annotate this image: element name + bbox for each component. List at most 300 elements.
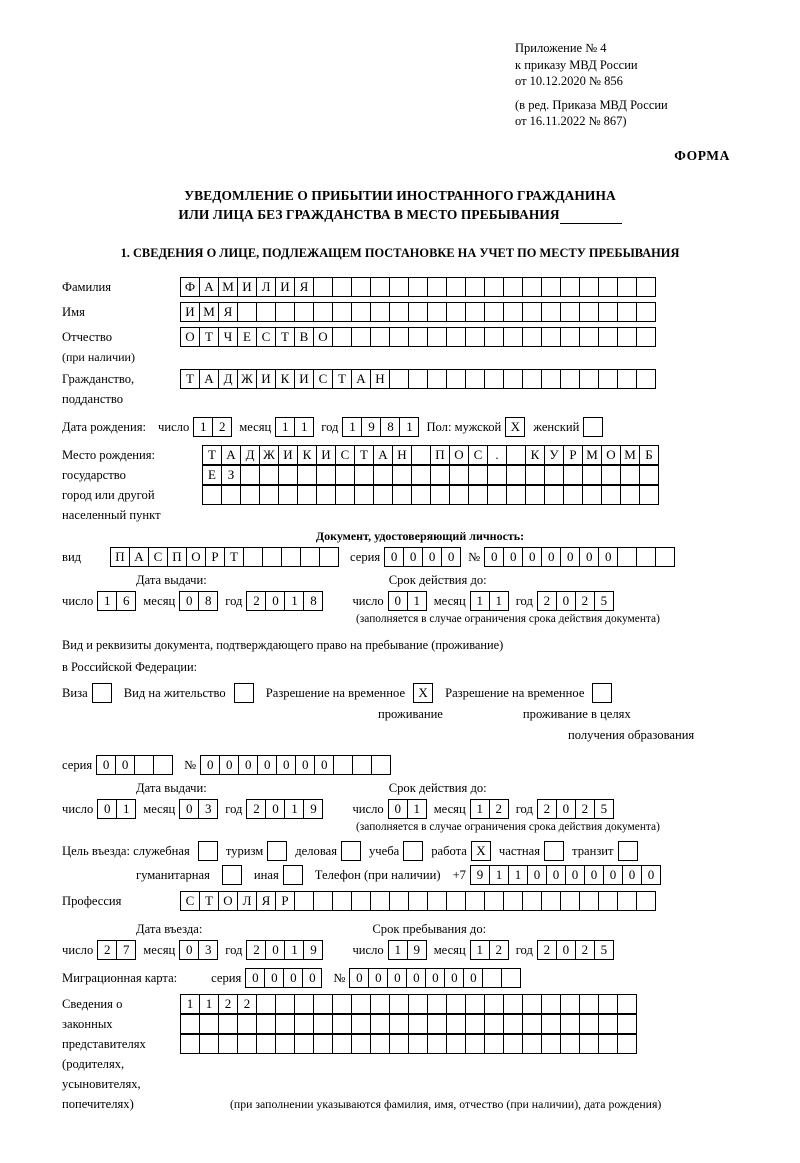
cell[interactable] (484, 891, 504, 911)
cell[interactable]: О (218, 891, 238, 911)
cell[interactable] (598, 369, 618, 389)
cell[interactable] (237, 302, 257, 322)
cell[interactable]: 0 (97, 799, 117, 819)
cell[interactable] (259, 485, 279, 505)
stay-day-boxes[interactable] (388, 940, 426, 960)
cell[interactable] (636, 302, 656, 322)
cell[interactable] (484, 369, 504, 389)
cell[interactable] (544, 485, 564, 505)
cell[interactable] (370, 1014, 390, 1034)
name-boxes[interactable] (180, 302, 655, 322)
cell[interactable] (465, 277, 485, 297)
cell[interactable] (408, 891, 428, 911)
cell[interactable] (316, 465, 336, 485)
cell[interactable] (351, 891, 371, 911)
cell[interactable]: У (544, 445, 564, 465)
cell[interactable] (313, 1014, 333, 1034)
cell[interactable] (259, 465, 279, 485)
cell[interactable] (332, 994, 352, 1014)
cell[interactable]: 0 (422, 547, 442, 567)
cell[interactable]: Ж (259, 445, 279, 465)
permit-valid-day-boxes[interactable] (388, 799, 426, 819)
cell[interactable] (275, 994, 295, 1014)
cell[interactable] (389, 302, 409, 322)
cell[interactable] (218, 1014, 238, 1034)
cell[interactable] (655, 547, 675, 567)
cell[interactable] (319, 547, 339, 567)
cell[interactable] (411, 445, 431, 465)
cell[interactable] (563, 485, 583, 505)
cell[interactable] (313, 1034, 333, 1054)
cell[interactable]: 1 (407, 591, 427, 611)
cell[interactable] (313, 277, 333, 297)
cell[interactable] (503, 994, 523, 1014)
cell[interactable]: Е (237, 327, 257, 347)
cell[interactable] (484, 302, 504, 322)
cell[interactable] (522, 369, 542, 389)
migration-series-boxes[interactable] (245, 968, 321, 988)
cell[interactable] (297, 465, 317, 485)
cell[interactable] (487, 465, 507, 485)
permit-valid-year-boxes[interactable] (537, 799, 613, 819)
doc-valid-month-boxes[interactable] (470, 591, 508, 611)
cell[interactable] (484, 277, 504, 297)
cell[interactable]: 0 (598, 547, 618, 567)
cell[interactable]: 0 (265, 799, 285, 819)
cell[interactable]: 1 (342, 417, 362, 437)
cell[interactable]: Я (294, 277, 314, 297)
cell[interactable]: Р (205, 547, 225, 567)
cell[interactable] (468, 465, 488, 485)
cell[interactable] (351, 327, 371, 347)
doc-valid-year-boxes[interactable] (537, 591, 613, 611)
cell[interactable]: 2 (212, 417, 232, 437)
citizenship-boxes[interactable] (180, 369, 655, 389)
cell[interactable] (482, 968, 502, 988)
cell[interactable]: О (186, 547, 206, 567)
cell[interactable] (294, 994, 314, 1014)
cell[interactable] (541, 1014, 561, 1034)
cell[interactable] (275, 1014, 295, 1034)
cell[interactable] (522, 1014, 542, 1034)
cell[interactable] (560, 891, 580, 911)
cell[interactable] (240, 465, 260, 485)
cell[interactable]: 0 (384, 547, 404, 567)
cell[interactable]: 2 (489, 799, 509, 819)
cell[interactable] (579, 994, 599, 1014)
birthplace-boxes-row1[interactable] (202, 445, 658, 465)
cell[interactable] (636, 369, 656, 389)
cell[interactable] (335, 485, 355, 505)
cell[interactable] (408, 327, 428, 347)
stay-month-boxes[interactable] (470, 940, 508, 960)
cell[interactable] (389, 369, 409, 389)
cell[interactable] (579, 327, 599, 347)
cell[interactable] (351, 277, 371, 297)
cell[interactable]: 0 (388, 591, 408, 611)
cell[interactable] (389, 1014, 409, 1034)
cell[interactable]: 0 (200, 755, 220, 775)
cell[interactable] (237, 1014, 257, 1034)
cell[interactable] (617, 302, 637, 322)
cell[interactable] (525, 485, 545, 505)
cell[interactable] (503, 1034, 523, 1054)
purpose-tourism-checkbox[interactable] (267, 841, 287, 861)
cell[interactable] (465, 327, 485, 347)
cell[interactable]: И (275, 277, 295, 297)
cell[interactable]: 0 (295, 755, 315, 775)
cell[interactable] (465, 1034, 485, 1054)
cell[interactable] (544, 465, 564, 485)
cell[interactable]: П (110, 547, 130, 567)
cell[interactable]: 1 (508, 865, 528, 885)
cell[interactable]: 0 (283, 968, 303, 988)
cell[interactable]: 0 (179, 940, 199, 960)
cell[interactable] (333, 755, 353, 775)
cell[interactable]: 9 (303, 799, 323, 819)
cell[interactable]: 0 (264, 968, 284, 988)
cell[interactable]: 9 (407, 940, 427, 960)
cell[interactable]: 1 (284, 799, 304, 819)
residence-permit-checkbox[interactable] (234, 683, 254, 703)
cell[interactable]: Д (240, 445, 260, 465)
birthplace-boxes-row2[interactable] (202, 465, 658, 485)
cell[interactable] (332, 277, 352, 297)
cell[interactable] (560, 302, 580, 322)
cell[interactable] (560, 994, 580, 1014)
cell[interactable]: З (221, 465, 241, 485)
cell[interactable] (278, 465, 298, 485)
cell[interactable] (560, 327, 580, 347)
cell[interactable]: 2 (237, 994, 257, 1014)
cell[interactable] (525, 465, 545, 485)
doc-number-boxes[interactable] (484, 547, 674, 567)
cell[interactable] (636, 327, 656, 347)
cell[interactable] (389, 994, 409, 1014)
cell[interactable]: И (180, 302, 200, 322)
cell[interactable] (601, 465, 621, 485)
cell[interactable]: С (148, 547, 168, 567)
cell[interactable] (408, 994, 428, 1014)
cell[interactable] (560, 1034, 580, 1054)
cell[interactable] (449, 485, 469, 505)
cell[interactable] (389, 1034, 409, 1054)
cell[interactable]: 0 (441, 547, 461, 567)
cell[interactable]: 0 (115, 755, 135, 775)
doc-issue-month-boxes[interactable] (179, 591, 217, 611)
entry-month-boxes[interactable] (179, 940, 217, 960)
cell[interactable] (427, 1034, 447, 1054)
cell[interactable] (617, 369, 637, 389)
cell[interactable] (617, 1034, 637, 1054)
cell[interactable] (408, 302, 428, 322)
cell[interactable]: 8 (198, 591, 218, 611)
birth-month-boxes[interactable] (275, 417, 313, 437)
cell[interactable] (541, 994, 561, 1014)
cell[interactable]: 3 (198, 799, 218, 819)
cell[interactable]: Ч (218, 327, 238, 347)
cell[interactable] (484, 994, 504, 1014)
cell[interactable] (620, 465, 640, 485)
cell[interactable]: 0 (425, 968, 445, 988)
cell[interactable] (465, 369, 485, 389)
cell[interactable] (352, 755, 372, 775)
cell[interactable] (371, 755, 391, 775)
cell[interactable]: Т (199, 327, 219, 347)
cell[interactable] (598, 1034, 618, 1054)
cell[interactable] (503, 327, 523, 347)
cell[interactable] (617, 994, 637, 1014)
entry-day-boxes[interactable] (97, 940, 135, 960)
cell[interactable]: О (313, 327, 333, 347)
cell[interactable]: А (129, 547, 149, 567)
cell[interactable]: . (487, 445, 507, 465)
cell[interactable] (221, 485, 241, 505)
cell[interactable]: К (297, 445, 317, 465)
cell[interactable] (294, 891, 314, 911)
cell[interactable] (579, 369, 599, 389)
cell[interactable]: И (278, 445, 298, 465)
cell[interactable] (446, 1014, 466, 1034)
cell[interactable] (484, 1014, 504, 1034)
cell[interactable] (563, 465, 583, 485)
cell[interactable]: 2 (246, 940, 266, 960)
cell[interactable]: 0 (179, 591, 199, 611)
cell[interactable] (636, 277, 656, 297)
cell[interactable] (503, 277, 523, 297)
sex-male-checkbox[interactable]: X (505, 417, 525, 437)
cell[interactable]: 2 (575, 591, 595, 611)
cell[interactable] (560, 1014, 580, 1034)
doc-issue-year-boxes[interactable] (246, 591, 322, 611)
cell[interactable] (579, 891, 599, 911)
cell[interactable] (275, 302, 295, 322)
permit-issue-year-boxes[interactable] (246, 799, 322, 819)
cell[interactable]: 0 (584, 865, 604, 885)
edu-residence-checkbox[interactable] (592, 683, 612, 703)
doc-series-boxes[interactable] (384, 547, 460, 567)
cell[interactable] (522, 891, 542, 911)
cell[interactable] (522, 277, 542, 297)
cell[interactable] (370, 327, 390, 347)
cell[interactable] (503, 1014, 523, 1034)
cell[interactable]: 0 (406, 968, 426, 988)
cell[interactable] (541, 277, 561, 297)
cell[interactable]: 1 (97, 591, 117, 611)
cell[interactable]: 5 (594, 799, 614, 819)
cell[interactable] (427, 369, 447, 389)
cell[interactable]: Б (639, 445, 659, 465)
cell[interactable] (351, 1034, 371, 1054)
cell[interactable]: О (180, 327, 200, 347)
cell[interactable] (541, 369, 561, 389)
cell[interactable] (617, 547, 637, 567)
cell[interactable]: 1 (199, 994, 219, 1014)
cell[interactable] (408, 277, 428, 297)
cell[interactable] (620, 485, 640, 505)
cell[interactable]: Р (275, 891, 295, 911)
cell[interactable]: 0 (503, 547, 523, 567)
legal-rep-boxes-row1[interactable] (180, 994, 636, 1014)
cell[interactable] (316, 485, 336, 505)
cell[interactable]: О (601, 445, 621, 465)
cell[interactable]: С (180, 891, 200, 911)
cell[interactable]: М (218, 277, 238, 297)
cell[interactable] (579, 1014, 599, 1034)
cell[interactable]: 0 (603, 865, 623, 885)
profession-boxes[interactable] (180, 891, 655, 911)
stay-year-boxes[interactable] (537, 940, 613, 960)
cell[interactable] (601, 485, 621, 505)
cell[interactable]: 0 (541, 547, 561, 567)
cell[interactable] (503, 891, 523, 911)
cell[interactable] (427, 277, 447, 297)
cell[interactable] (370, 1034, 390, 1054)
cell[interactable]: Ж (237, 369, 257, 389)
purpose-work-checkbox[interactable]: X (471, 841, 491, 861)
cell[interactable] (598, 891, 618, 911)
cell[interactable]: Н (392, 445, 412, 465)
cell[interactable]: 9 (303, 940, 323, 960)
cell[interactable]: Р (563, 445, 583, 465)
cell[interactable] (501, 968, 521, 988)
purpose-other-checkbox[interactable] (283, 865, 303, 885)
cell[interactable] (335, 465, 355, 485)
purpose-private-checkbox[interactable] (544, 841, 564, 861)
cell[interactable] (354, 465, 374, 485)
cell[interactable]: 0 (96, 755, 116, 775)
cell[interactable]: Т (202, 445, 222, 465)
cell[interactable] (256, 302, 276, 322)
cell[interactable] (389, 891, 409, 911)
cell[interactable]: А (199, 277, 219, 297)
purpose-business-checkbox[interactable] (341, 841, 361, 861)
entry-year-boxes[interactable] (246, 940, 322, 960)
cell[interactable] (294, 1034, 314, 1054)
cell[interactable] (237, 1034, 257, 1054)
cell[interactable] (262, 547, 282, 567)
cell[interactable] (465, 994, 485, 1014)
cell[interactable] (598, 302, 618, 322)
cell[interactable] (446, 277, 466, 297)
cell[interactable] (332, 327, 352, 347)
legal-rep-boxes-row2[interactable] (180, 1014, 636, 1034)
cell[interactable]: 2 (97, 940, 117, 960)
cell[interactable] (522, 302, 542, 322)
doc-issue-day-boxes[interactable] (97, 591, 135, 611)
cell[interactable] (541, 302, 561, 322)
cell[interactable] (332, 891, 352, 911)
cell[interactable] (449, 465, 469, 485)
cell[interactable] (351, 1014, 371, 1034)
cell[interactable]: 1 (407, 799, 427, 819)
cell[interactable]: 0 (565, 865, 585, 885)
cell[interactable]: Н (370, 369, 390, 389)
cell[interactable]: 1 (470, 799, 490, 819)
cell[interactable]: Т (275, 327, 295, 347)
cell[interactable]: И (256, 369, 276, 389)
cell[interactable] (598, 327, 618, 347)
cell[interactable]: 2 (575, 940, 595, 960)
permit-valid-month-boxes[interactable] (470, 799, 508, 819)
cell[interactable] (392, 485, 412, 505)
cell[interactable]: М (582, 445, 602, 465)
cell[interactable]: 0 (276, 755, 296, 775)
cell[interactable]: 0 (641, 865, 661, 885)
cell[interactable]: 8 (380, 417, 400, 437)
cell[interactable]: 0 (522, 547, 542, 567)
cell[interactable]: 5 (594, 591, 614, 611)
cell[interactable]: 2 (489, 940, 509, 960)
cell[interactable]: 2 (537, 591, 557, 611)
cell[interactable] (332, 1034, 352, 1054)
cell[interactable] (351, 302, 371, 322)
cell[interactable] (617, 327, 637, 347)
cell[interactable] (636, 891, 656, 911)
cell[interactable] (465, 302, 485, 322)
cell[interactable]: 0 (556, 591, 576, 611)
cell[interactable]: 1 (399, 417, 419, 437)
cell[interactable] (427, 327, 447, 347)
cell[interactable] (560, 277, 580, 297)
cell[interactable]: 0 (238, 755, 258, 775)
cell[interactable]: В (294, 327, 314, 347)
cell[interactable]: 3 (198, 940, 218, 960)
cell[interactable]: Ф (180, 277, 200, 297)
cell[interactable]: С (468, 445, 488, 465)
cell[interactable] (332, 302, 352, 322)
temp-residence-checkbox[interactable]: X (413, 683, 433, 703)
cell[interactable]: 0 (556, 799, 576, 819)
cell[interactable] (297, 485, 317, 505)
cell[interactable]: А (221, 445, 241, 465)
visa-checkbox[interactable] (92, 683, 112, 703)
cell[interactable]: 1 (116, 799, 136, 819)
cell[interactable]: 0 (403, 547, 423, 567)
cell[interactable] (639, 485, 659, 505)
cell[interactable]: 0 (556, 940, 576, 960)
cell[interactable] (408, 369, 428, 389)
cell[interactable] (427, 994, 447, 1014)
cell[interactable] (180, 1014, 200, 1034)
cell[interactable] (541, 1034, 561, 1054)
cell[interactable] (370, 891, 390, 911)
cell[interactable] (153, 755, 173, 775)
cell[interactable]: 0 (387, 968, 407, 988)
cell[interactable] (389, 277, 409, 297)
cell[interactable]: К (525, 445, 545, 465)
cell[interactable]: 0 (463, 968, 483, 988)
cell[interactable] (313, 891, 333, 911)
cell[interactable]: П (167, 547, 187, 567)
cell[interactable] (294, 302, 314, 322)
cell[interactable] (392, 465, 412, 485)
cell[interactable]: Е (202, 465, 222, 485)
cell[interactable] (598, 994, 618, 1014)
cell[interactable] (199, 1034, 219, 1054)
cell[interactable]: А (373, 445, 393, 465)
cell[interactable] (411, 465, 431, 485)
cell[interactable]: 1 (294, 417, 314, 437)
cell[interactable]: 0 (484, 547, 504, 567)
cell[interactable]: 0 (388, 799, 408, 819)
cell[interactable] (579, 302, 599, 322)
cell[interactable]: 6 (116, 591, 136, 611)
permit-issue-month-boxes[interactable] (179, 799, 217, 819)
cell[interactable]: 0 (265, 591, 285, 611)
cell[interactable]: 2 (218, 994, 238, 1014)
cell[interactable]: 0 (302, 968, 322, 988)
